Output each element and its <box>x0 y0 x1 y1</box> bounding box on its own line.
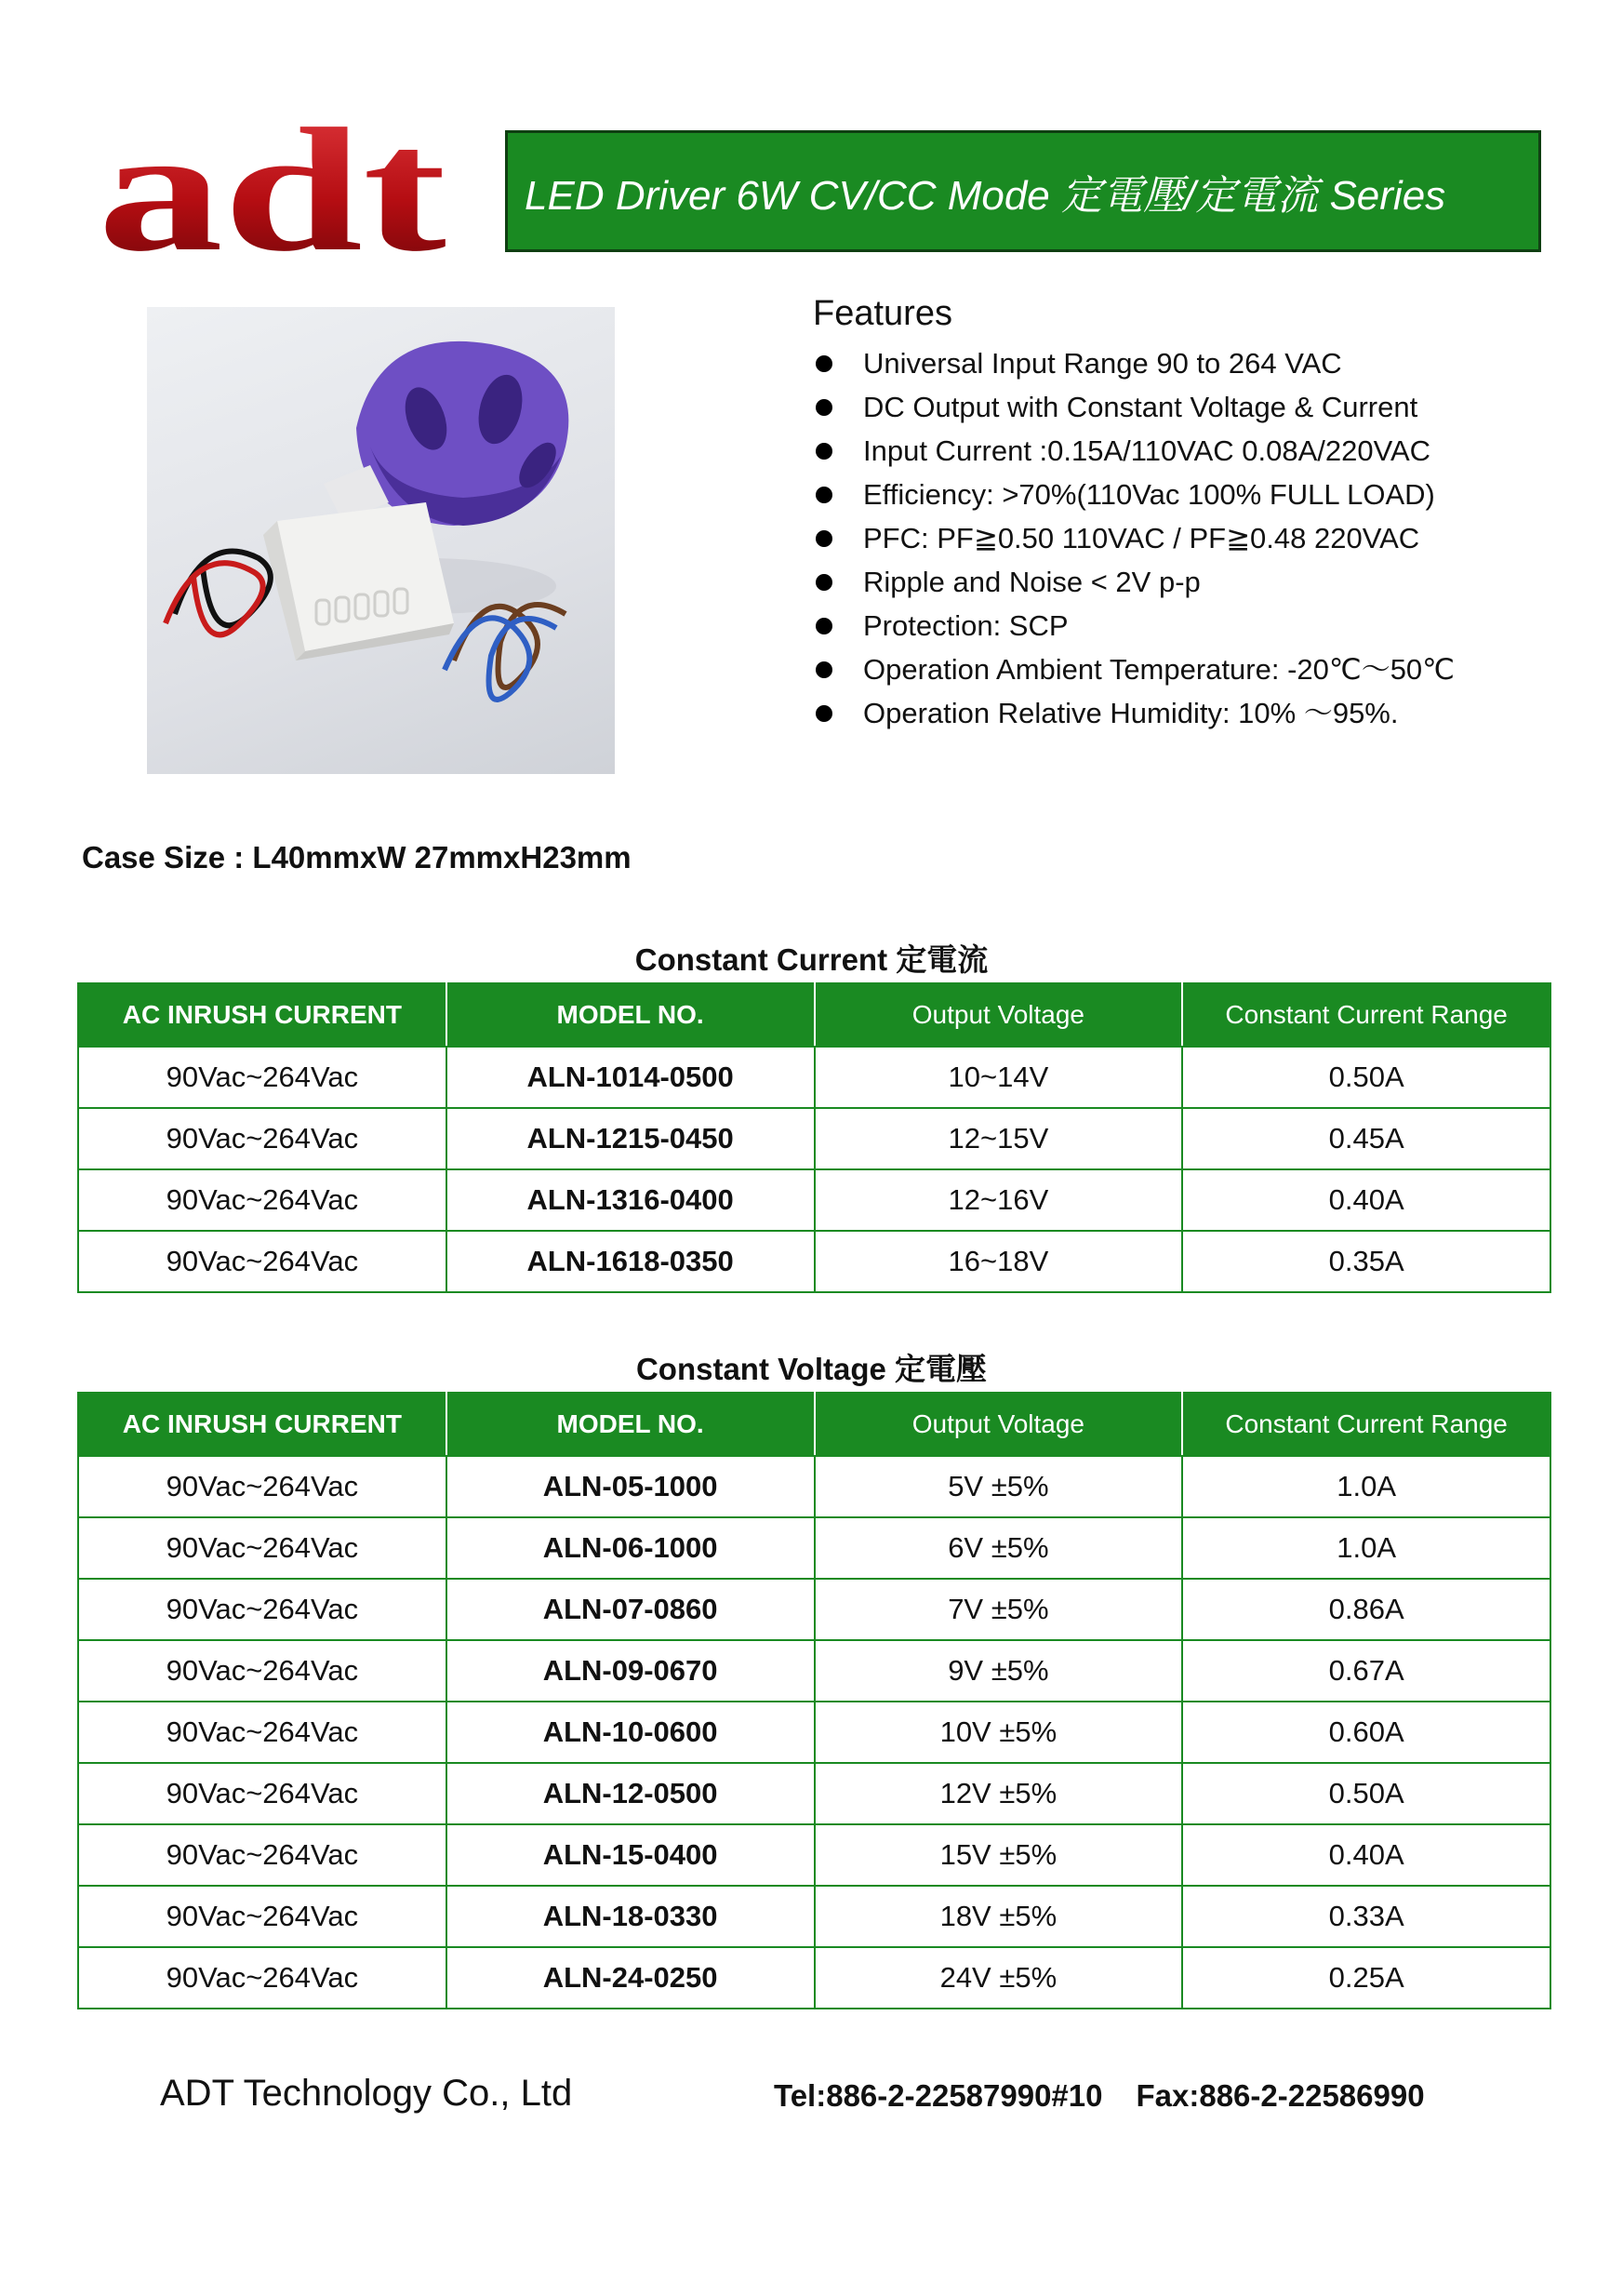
table-row <box>78 1824 1550 1886</box>
product-photo <box>147 307 615 774</box>
footer-fax: Fax:886-2-22586990 <box>1136 2078 1425 2113</box>
model-cell: ALN-1316-0400 <box>446 1169 815 1231</box>
title-banner <box>505 130 1541 252</box>
table-row <box>78 1517 1550 1579</box>
model-cell: ALN-05-1000 <box>446 1456 815 1517</box>
feature-item: Input Current :0.15A/110VAC 0.08A/220VAC <box>813 429 1557 473</box>
table-cell: 0.60A <box>1182 1702 1550 1763</box>
column-header: Constant Current Range <box>1182 1393 1550 1456</box>
model-cell: ALN-18-0330 <box>446 1886 815 1947</box>
table-row <box>78 1763 1550 1824</box>
feature-item: Operation Relative Humidity: 10% ～95%. <box>813 691 1557 735</box>
column-header: Output Voltage <box>815 1393 1183 1456</box>
feature-item: Protection: SCP <box>813 604 1557 647</box>
table-row <box>78 1169 1550 1231</box>
table-cell: 90Vac~264Vac <box>78 1702 446 1763</box>
table-row <box>78 1640 1550 1702</box>
table-cell: 1.0A <box>1182 1517 1550 1579</box>
table-row <box>78 1456 1550 1517</box>
features-section <box>813 294 1557 735</box>
table-cell: 5V ±5% <box>815 1456 1183 1517</box>
table-cell: 16~18V <box>815 1231 1183 1292</box>
table-row <box>78 1108 1550 1169</box>
table-cell: 90Vac~264Vac <box>78 1640 446 1702</box>
feature-item: Ripple and Noise < 2V p-p <box>813 560 1557 604</box>
table-cell: 0.40A <box>1182 1824 1550 1886</box>
company-logo <box>98 110 451 273</box>
table-cell: 0.50A <box>1182 1047 1550 1108</box>
model-cell: ALN-12-0500 <box>446 1763 815 1824</box>
table-cell: 7V ±5% <box>815 1579 1183 1640</box>
features-list <box>813 341 1557 735</box>
table-cell: 18V ±5% <box>815 1886 1183 1947</box>
table-cell: 90Vac~264Vac <box>78 1169 446 1231</box>
feature-item: Operation Ambient Temperature: -20℃～50℃ <box>813 647 1557 691</box>
page-title: LED Driver 6W CV/CC Mode 定電壓/定電流 Series <box>525 172 1446 219</box>
column-header: AC INRUSH CURRENT <box>78 1393 446 1456</box>
constant-voltage-table <box>77 1392 1551 2009</box>
table-cell: 0.25A <box>1182 1947 1550 2009</box>
model-cell: ALN-09-0670 <box>446 1640 815 1702</box>
table-cell: 12~15V <box>815 1108 1183 1169</box>
table-cell: 0.35A <box>1182 1231 1550 1292</box>
column-header: Output Voltage <box>815 983 1183 1047</box>
constant-current-caption: Constant Current 定電流 <box>634 942 989 977</box>
case-size: Case Size : L40mmxW 27mmxH23mm <box>82 840 632 874</box>
table-cell: 12V ±5% <box>815 1763 1183 1824</box>
table-row <box>78 1579 1550 1640</box>
model-cell: ALN-1014-0500 <box>446 1047 815 1108</box>
column-header: Constant Current Range <box>1182 983 1550 1047</box>
table-cell: 90Vac~264Vac <box>78 1579 446 1640</box>
footer-tel: Tel:886-2-22587990#10 <box>774 2078 1103 2113</box>
table-cell: 0.50A <box>1182 1763 1550 1824</box>
logo-text: adt <box>98 110 446 273</box>
table-cell: 90Vac~264Vac <box>78 1456 446 1517</box>
table-cell: 90Vac~264Vac <box>78 1517 446 1579</box>
model-cell: ALN-06-1000 <box>446 1517 815 1579</box>
model-cell: ALN-1215-0450 <box>446 1108 815 1169</box>
feature-item: PFC: PF≧0.50 110VAC / PF≧0.48 220VAC <box>813 516 1557 560</box>
features-heading: Features <box>813 294 952 333</box>
table-cell: 90Vac~264Vac <box>78 1108 446 1169</box>
table-cell: 10~14V <box>815 1047 1183 1108</box>
table-cell: 90Vac~264Vac <box>78 1763 446 1824</box>
table-cell: 12~16V <box>815 1169 1183 1231</box>
model-cell: ALN-15-0400 <box>446 1824 815 1886</box>
model-cell: ALN-07-0860 <box>446 1579 815 1640</box>
feature-item: DC Output with Constant Voltage & Current <box>813 385 1557 429</box>
model-cell: ALN-10-0600 <box>446 1702 815 1763</box>
table-cell: 10V ±5% <box>815 1702 1183 1763</box>
table-cell: 0.67A <box>1182 1640 1550 1702</box>
table-cell: 90Vac~264Vac <box>78 1886 446 1947</box>
constant-current-table <box>77 982 1551 1293</box>
table-cell: 90Vac~264Vac <box>78 1047 446 1108</box>
feature-item: Universal Input Range 90 to 264 VAC <box>813 341 1557 385</box>
table-cell: 0.40A <box>1182 1169 1550 1231</box>
constant-voltage-caption: Constant Voltage 定電壓 <box>635 1352 988 1386</box>
table-row <box>78 1047 1550 1108</box>
table-cell: 9V ±5% <box>815 1640 1183 1702</box>
table-row <box>78 1947 1550 2009</box>
model-cell: ALN-24-0250 <box>446 1947 815 2009</box>
table-cell: 1.0A <box>1182 1456 1550 1517</box>
table-cell: 24V ±5% <box>815 1947 1183 2009</box>
table-row <box>78 1886 1550 1947</box>
table-cell: 90Vac~264Vac <box>78 1231 446 1292</box>
table-cell: 0.45A <box>1182 1108 1550 1169</box>
table-cell: 15V ±5% <box>815 1824 1183 1886</box>
table-cell: 0.33A <box>1182 1886 1550 1947</box>
table-cell: 6V ±5% <box>815 1517 1183 1579</box>
column-header: AC INRUSH CURRENT <box>78 983 446 1047</box>
model-cell: ALN-1618-0350 <box>446 1231 815 1292</box>
footer-contact <box>774 2078 1425 2114</box>
table-row <box>78 1231 1550 1292</box>
footer-company: ADT Technology Co., Ltd <box>160 2073 573 2114</box>
table-cell: 90Vac~264Vac <box>78 1947 446 2009</box>
table-row <box>78 1702 1550 1763</box>
column-header: MODEL NO. <box>446 1393 815 1456</box>
table-cell: 90Vac~264Vac <box>78 1824 446 1886</box>
column-header: MODEL NO. <box>446 983 815 1047</box>
feature-item: Efficiency: >70%(110Vac 100% FULL LOAD) <box>813 473 1557 516</box>
table-cell: 0.86A <box>1182 1579 1550 1640</box>
